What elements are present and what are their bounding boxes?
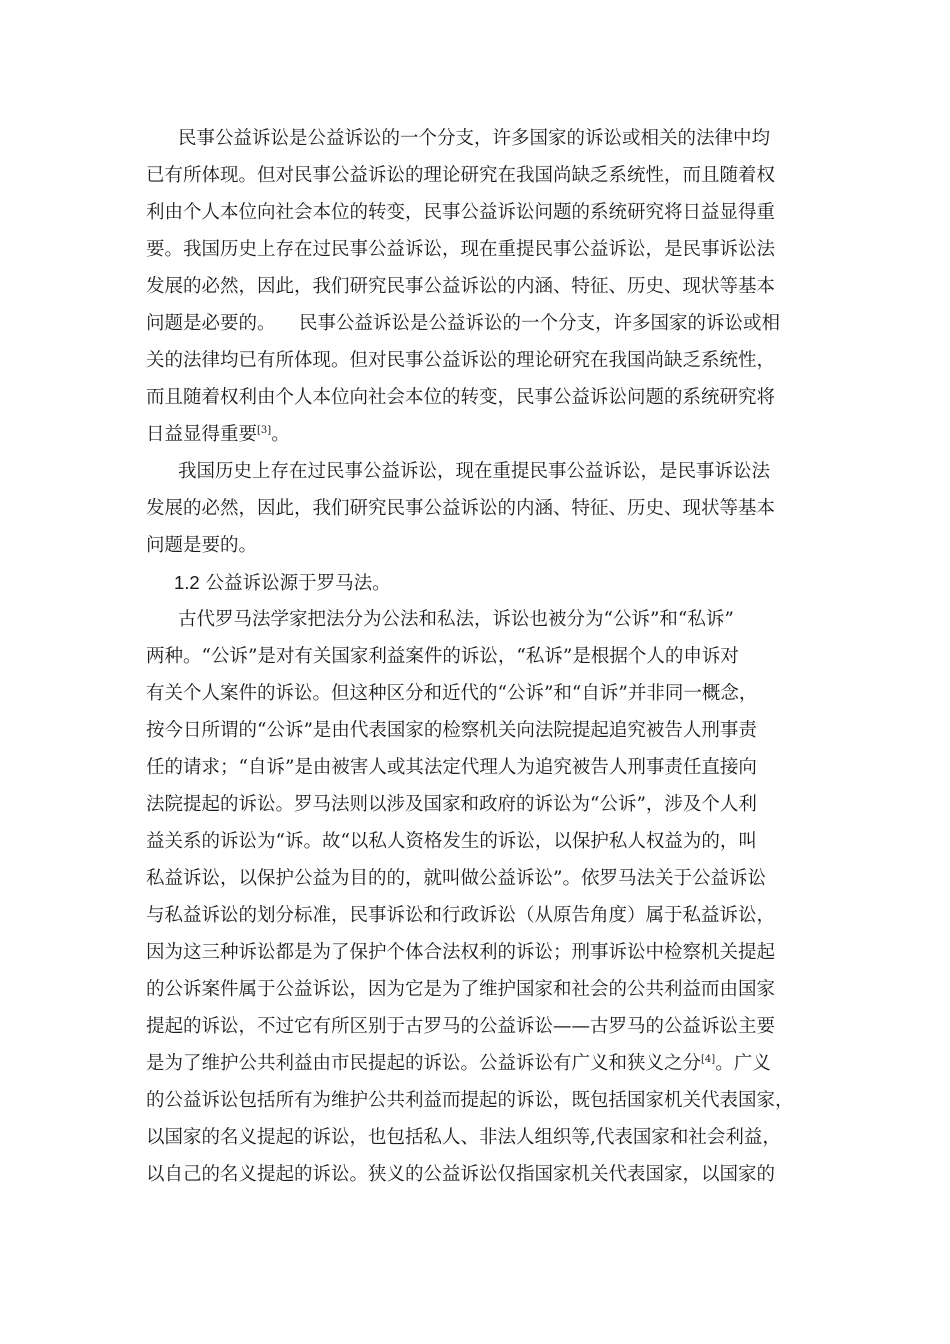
section-number: 1.2 xyxy=(174,572,200,593)
text-line: 的公诉案件属于公益诉讼，因为它是为了维护国家和社会的公共利益而由国家 xyxy=(146,979,776,1000)
text-line: 已有所体现。但对民事公益诉讼的理论研究在我国尚缺乏系统性，而且随着权 xyxy=(146,165,776,186)
document-body xyxy=(146,120,818,1193)
text-line: 有关个人案件的诉讼。但这种区分和近代的“公诉”和“自诉”并非同一概念， xyxy=(146,683,758,704)
text-line xyxy=(146,1045,818,1082)
section-title: 公益诉讼源于罗马法。 xyxy=(205,573,391,594)
text-line: 私益诉讼，以保护公益为目的的，就叫做公益诉讼”。依罗马法关于公益诉讼 xyxy=(146,868,766,889)
text-line: 利由个人本位向社会本位的转变，民事公益诉讼问题的系统研究将日益显得重 xyxy=(146,202,776,223)
text-line: 因为这三种诉讼都是为了保护个体合法权利的诉讼；刑事诉讼中检察机关提起 xyxy=(146,942,776,963)
text-line: 关的法律均已有所体现。但对民事公益诉讼的理论研究在我国尚缺乏系统性， xyxy=(146,350,776,371)
text-line: 问题是要的。 xyxy=(146,535,258,556)
text-fragment: 。 xyxy=(271,424,290,445)
citation-ref: [3] xyxy=(257,425,272,436)
text-line: 以自己的名义提起的诉讼。狭义的公益诉讼仅指国家机关代表国家，以国家的 xyxy=(146,1164,776,1185)
text-line: 要。我国历史上存在过民事公益诉讼，现在重提民事公益诉讼，是民事诉讼法 xyxy=(146,239,776,260)
text-line: 的公益诉讼包括所有为维护公共利益而提起的诉讼，既包括国家机关代表国家， xyxy=(146,1090,794,1111)
text-line: 而且随着权利由个人本位向社会本位的转变，民事公益诉讼问题的系统研究将 xyxy=(146,387,776,408)
text-line: 古代罗马法学家把法分为公法和私法，诉讼也被分为“公诉”和“私诉” xyxy=(178,609,734,630)
paragraph-2 xyxy=(146,453,818,564)
text-line: 民事公益诉讼是公益诉讼的一个分支，许多国家的诉讼或相关的法律中均 xyxy=(178,128,771,149)
text-line: 以国家的名义提起的诉讼，也包括私人、非法人组织等,代表国家和社会利益， xyxy=(146,1127,781,1148)
text-line: 发展的必然，因此，我们研究民事公益诉讼的内涵、特征、历史、现状等基本 xyxy=(146,498,776,519)
text-line: 与私益诉讼的划分标准，民事诉讼和行政诉讼（从原告角度）属于私益诉讼， xyxy=(146,905,776,926)
text-fragment: 。广义 xyxy=(715,1053,771,1074)
paragraph-3 xyxy=(146,601,818,1193)
text-line: 提起的诉讼，不过它有所区别于古罗马的公益诉讼——古罗马的公益诉讼主要 xyxy=(146,1016,776,1037)
text-fragment: 是为了维护公共利益由市民提起的诉讼。公益诉讼有广义和狭义之分 xyxy=(146,1053,702,1074)
text-line: 按今日所谓的“公诉”是由代表国家的检察机关向法院提起追究被告人刑事责 xyxy=(146,720,757,741)
text-line xyxy=(146,416,818,453)
text-line: 任的请求；“自诉”是由被害人或其法定代理人为追究被告人刑事责任直接向 xyxy=(146,757,757,778)
text-line: 发展的必然，因此，我们研究民事公益诉讼的内涵、特征、历史、现状等基本 xyxy=(146,276,776,297)
text-line: 法院提起的诉讼。罗马法则以涉及国家和政府的诉讼为“公诉”，涉及个人利 xyxy=(146,794,757,815)
section-heading xyxy=(146,564,818,601)
paragraph-1 xyxy=(146,120,818,453)
text-line: 我国历史上存在过民事公益诉讼，现在重提民事公益诉讼，是民事诉讼法 xyxy=(178,461,771,482)
text-line: 问题是必要的。 民事公益诉讼是公益诉讼的一个分支，许多国家的诉讼或相 xyxy=(146,313,781,334)
text-line: 两种。“公诉”是对有关国家利益案件的诉讼，“私诉”是根据个人的申诉对 xyxy=(146,646,739,667)
citation-ref: [4] xyxy=(701,1054,716,1065)
text-fragment: 日益显得重要 xyxy=(146,424,258,445)
text-line: 益关系的诉讼为“诉。故“以私人资格发生的诉讼，以保护私人权益为的，叫 xyxy=(146,831,757,852)
